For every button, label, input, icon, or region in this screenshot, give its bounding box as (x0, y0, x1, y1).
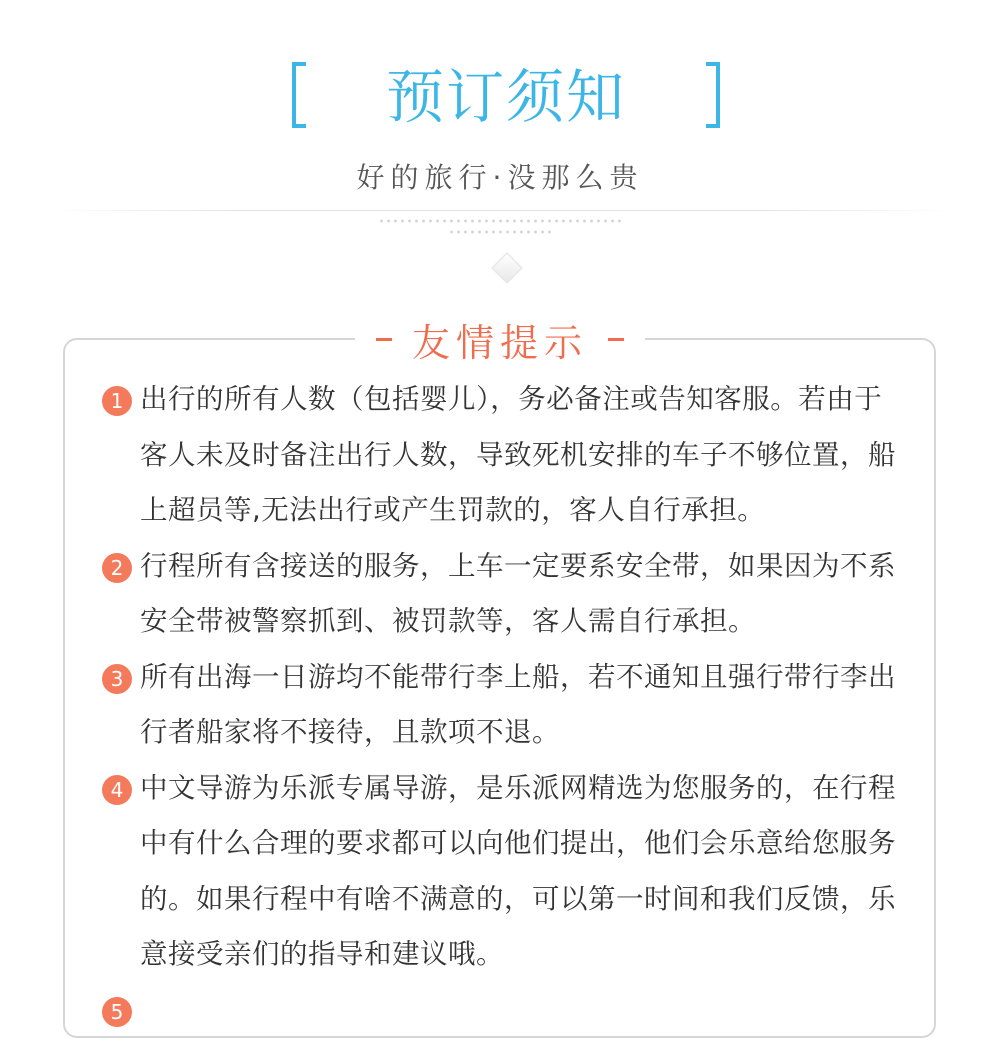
dotted-divider-bottom (448, 230, 554, 234)
number-badge-icon: 2 (102, 553, 132, 583)
number-badge-icon: 5 (102, 997, 132, 1027)
title-left-bracket (292, 62, 306, 128)
tip-item-1 (100, 372, 910, 539)
tip-text: 所有出海一日游均不能带行李上船，若不通知且强行带行李出行者船家将不接待，且款项不退。 (140, 660, 896, 748)
tip-item-3 (100, 650, 910, 761)
diamond-icon (491, 252, 522, 283)
header-divider (50, 210, 950, 211)
tip-text: 行程所有含接送的服务，上车一定要系安全带，如果因为不系安全带被警察抓到、被罚款等，客人需自行承担。 (140, 549, 896, 637)
number-badge-icon: 4 (102, 775, 132, 805)
page-title: 预订须知 (385, 63, 626, 131)
number-badge-icon: 3 (102, 664, 132, 694)
tip-text: 出行的所有人数（包括婴儿），务必备注或告知客服。若由于客人未及时备注出行人数，导致死机安排的车子不够位置，船上超员等,无法出行或产生罚款的，客人自行承担。 (140, 383, 896, 526)
title-right-bracket (706, 62, 720, 128)
page-subtitle: 好的旅行·没那么贵 (356, 161, 644, 194)
dotted-divider-top (378, 219, 624, 223)
tips-dash-right (608, 338, 624, 341)
number-badge-icon: 1 (102, 386, 132, 416)
tips-heading (355, 311, 645, 367)
tips-list (100, 372, 910, 1024)
tips-heading-text: 友情提示 (411, 320, 588, 365)
tips-dash-left (376, 338, 392, 341)
tip-item-4 (100, 761, 910, 983)
tip-text: 中文导游为乐派专属导游，是乐派网精选为您服务的，在行程中有什么合理的要求都可以向他们提出，他们会乐意给您服务的。如果行程中有啥不满意的，可以第一时间和我们反馈，乐意接受亲们的指导和建议哦。 (140, 771, 896, 970)
tip-item-2 (100, 539, 910, 650)
